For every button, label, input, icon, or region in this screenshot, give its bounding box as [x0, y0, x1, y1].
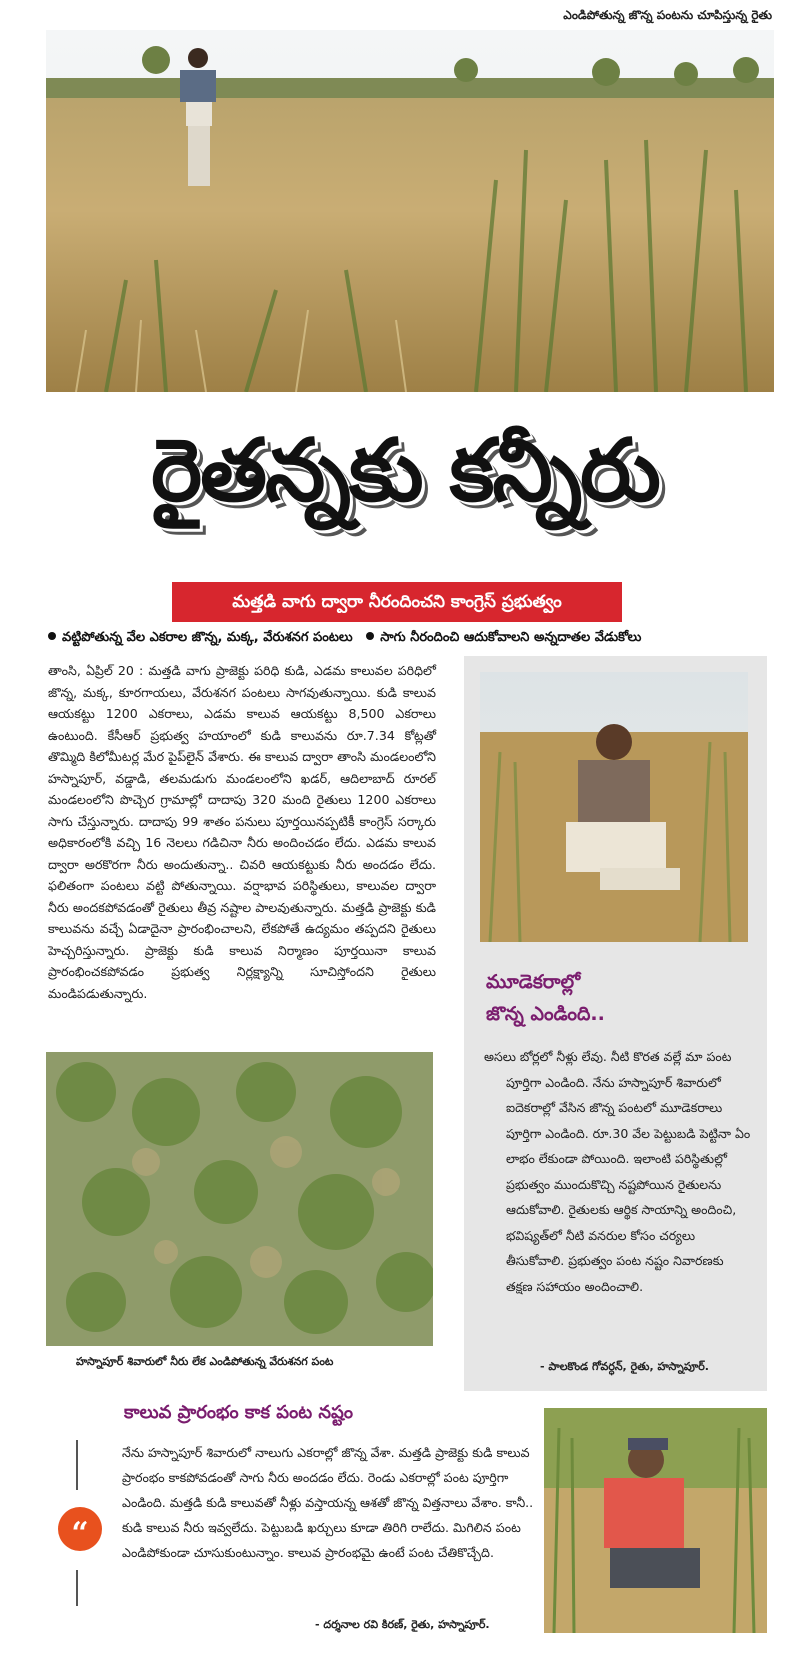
- groundnut-crop-photo: [46, 1052, 433, 1346]
- bullet-item: సాగు నీరందించి ఆదుకోవాలని అన్నదాతల వేడుకోలు: [380, 630, 642, 645]
- side-heading: [486, 966, 605, 1030]
- top-photo-caption: ఎండిపోతున్న జొన్న పంటను చూపిస్తున్న రైతు: [563, 8, 772, 22]
- side-heading-line1: మూడెకరాల్లో: [486, 971, 581, 993]
- bullet-icon: [366, 632, 374, 640]
- sub-headline-banner: మత్తడి వాగు ద్వారా నీరందించని కాంగ్రెస్ ప్రభుత్వం: [172, 582, 622, 622]
- quote-divider-top: [76, 1440, 78, 1490]
- side-heading-line2: జొన్న ఎండింది..: [486, 1003, 605, 1025]
- bullet-item: వట్టిపోతున్న వేల ఎకరాల జొన్న, మక్క, వేరుశనగ పంటలు: [62, 630, 353, 645]
- quote-icon: “: [58, 1507, 102, 1551]
- main-headline: రైతన్నకు కన్నీరు: [151, 421, 659, 521]
- farmer-portrait-photo: [480, 672, 748, 942]
- quote-heading: కాలువ ప్రారంభం కాక పంట నష్టం: [124, 1402, 353, 1423]
- quote-text: నేను హస్నాపూర్ శివారులో నాలుగు ఎకరాల్లో జొన్న వేశా. మత్తడి ప్రాజెక్టు కుడి కాలువ ప్రారంభం కాకపోవడంతో సాగు నీరు అందడం లేదు. రెండు ఎకరాల్లో పంట పూర్తిగా ఎండింది. మత్తడి కుడి కాలువతో నీళ్లు వస్తాయన్న ఆశతో జొన్న విత్తనాలు వేశాం. కానీ.. కుడి కాలువ నీరు ఇవ్వలేదు. పెట్టుబడి ఖర్చులు కూడా తిరిగి రాలేదు. మిగిలిన పంట ఎండిపోకుండా చూసుకుంటున్నాం. కాలువ ప్రారంభమై ఉంటే పంట చేతికొచ్చేది.: [122, 1445, 534, 1560]
- top-photo-farmer-field: [46, 30, 774, 392]
- bullet-icon: [48, 632, 56, 640]
- quote-divider-bottom: [76, 1570, 78, 1606]
- side-quote-paragraph: అసలు బోర్లలో నీళ్లు లేవు. నీటి కొరత వల్లే మా పంట పూర్తిగా ఎండింది. నేను హస్నాపూర్ శివారులో ఐదెకరాల్లో వేసిన జొన్న పంటలో మూడెకరాలు పూర్తిగా ఎండింది. రూ.30 వేల పెట్టుబడి పెట్టినా ఏం లాభం లేకుండా పోయింది. ఇలాంటి పరిస్థితుల్లో ప్రభుత్వం ముందుకొచ్చి నష్టపోయిన రైతులను ఆదుకోవాలి. రైతులకు ఆర్థిక సాయాన్ని అందించి, భవిష్యత్‌లో నీటి వనరుల కోసం చర్యలు తీసుకోవాలి. ప్రభుత్వం పంట నష్టం నివారణకు తక్షణ సహాయం అందించాలి.: [484, 1049, 751, 1294]
- article-body: తాంసి, ఏప్రిల్ 20 : మత్తడి వాగు ప్రాజెక్టు పరిధి కుడి, ఎడమ కాలువల పరిధిలో జొన్న, మక్క, కూరగాయలు, వేరుశనగ పంటలు సాగవుతున్నాయి. కుడి కాలువ ఆయకట్టు 1200 ఎకరాలు, ఎడమ కాలువ ఆయకట్టు 8,500 ఎకరాలు ఉంటుంది. కేసీఆర్ ప్రభుత్వ హయాంలో కుడి కాలువను రూ.7.34 కోట్లతో తొమ్మిది కిలోమీటర్ల మేర పైప్‌లైన్ వేశారు. ఈ కాలువ ద్వారా తాంసి మండలంలోని హస్నాపూర్, వడ్డాడి, తలమడుగు మండలంలోని ఖడర్, ఆదిలాబాద్ రూరల్ మండలంలోని పొచ్చెర గ్రామాల్లో దాదాపు 320 మంది రైతులు 1200 ఎకరాలు సాగు చేస్తున్నారు. దాదాపు 99 శాతం పనులు పూర్తయినప్పటికీ కాంగ్రెస్ సర్కారు అధికారంలోకి వచ్చి 16 నెలలు గడిచినా నీరు అందించడం లేదు. ఎడమ కాలువ ద్వారా అరకొరగా నీరు అందుతున్నా.. చివరి ఆయకట్టుకు నీరు అందడం లేదు. ఫలితంగా పంటలు వట్టి పోతున్నాయి. వర్షాభావ పరిస్థితులు, కాలువల ద్వారా నీరు అందకపోవడంతో రైతులు తీవ్ర నష్టాల పాలవుతున్నారు. మత్తడి ప్రాజెక్టు కుడి కాలువను వచ్చే ఏడాదైనా ప్రారంభించాలని, లేకపోతే ఉద్యమం తప్పదని రైతులు హెచ్చరిస్తున్నారు. ప్రాజెక్టు కుడి కాలువ నిర్మాణం పూర్తయినా కాలువ ప్రారంభించకపోవడం ప్రభుత్వ నిర్లక్ష్యాన్ని సూచిస్తోందని రైతులు మండిపడుతున్నారు.: [48, 663, 436, 1001]
- side-credit: - పాలకొండ గోవర్ధన్, రైతు, హస్నాపూర్.: [540, 1360, 709, 1373]
- quote-credit: - దర్శనాల రవి కిరణ్, రైతు, హస్నాపూర్.: [315, 1618, 490, 1631]
- side-quote-text: [484, 1044, 754, 1299]
- groundnut-photo-caption: హస్నాపూర్ శివారులో నీరు లేక ఎండిపోతున్న వేరుశనగ పంట: [76, 1355, 334, 1368]
- young-farmer-photo: [544, 1408, 767, 1633]
- key-points: [48, 630, 768, 648]
